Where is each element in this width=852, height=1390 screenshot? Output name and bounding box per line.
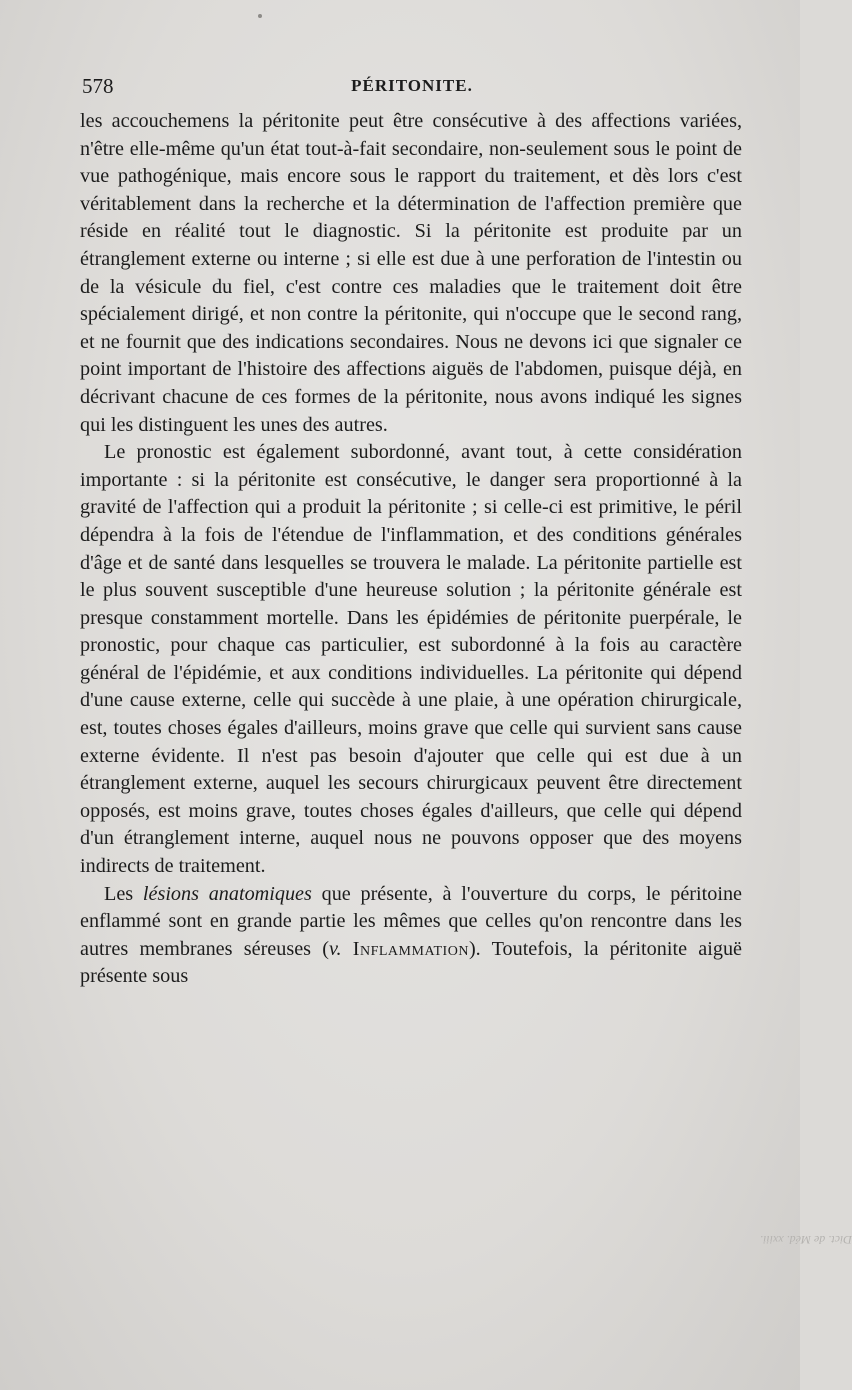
running-head: PÉRITONITE. — [351, 76, 473, 95]
show-through-text: Dict. de Méd. xxiii. — [760, 1233, 852, 1247]
p3-crossref: Inflammation — [352, 937, 469, 960]
p3-reference: v. — [329, 937, 342, 960]
paragraph-lesions — [80, 881, 742, 991]
page-number: 578 — [82, 74, 114, 98]
p3-end: ). Toutefois, la péritonite aiguë présente sous — [80, 937, 742, 988]
page-header — [82, 74, 742, 104]
paragraph-diagnostic: les accouchemens la péritonite peut être consécutive à des affections variées, n'être elle-même qu'un état tout-à-fait secondaire, non-seulement sous le point de vue pathogénique, mais encore sous le rapport du traitement, et dès lors c'est véritablement dans la recherche et la détermination de l'affection première que réside en réalité tout le diagnostic. Si la péritonite est produite par un étranglement externe ou interne ; si elle est due à une perforation de l'intestin ou de la vésicule du fiel, c'est contre ces maladies que le traitement doit être spécialement dirigé, et non contre la péritonite, qui n'occupe que le second rang, et ne fournit que des indications secondaires. Nous ne devons ici que signaler ce point important de l'histoire des affections aiguës de l'abdomen, puisque déjà, en décrivant chacune de ces formes de la péritonite, nous avons indiqué les signes qui les distinguent les unes des autres. — [80, 110, 742, 436]
p3-middle: que présente, à l'ouverture du corps, le péritoine enflammé sont en grande partie les mêmes que celles qu'on rencontre dans les autres membranes séreuses ( — [80, 882, 742, 960]
p3-italic-term: lésions anatomiques — [142, 882, 312, 905]
body-text — [80, 108, 742, 991]
paper-speck — [258, 14, 262, 18]
paragraph-pronostic: Le pronostic est également subordonné, avant tout, à cette considération importante : si la péritonite est consécutive, le danger sera proportionné à la gravité de l'affection qui a produit la péritonite ; si celle-ci est primitive, le péril dépendra à la fois de l'étendue de l'inflammation, et des conditions générales d'âge et de santé dans lesquelles se trouvera le malade. La péritonite partielle est le plus souvent susceptible d'une heureuse solution ; la péritonite générale est presque constamment mortelle. Dans les épidémies de péritonite puerpérale, le pronostic, pour chaque cas particulier, est subordonné à la fois au caractère général de l'épidémie, et aux conditions individuelles. La péritonite qui dépend d'une cause externe, celle qui succède à une plaie, à une opération chirurgicale, est, toutes choses égales d'ailleurs, moins grave que celle qui survient sans cause externe évidente. Il n'est pas besoin d'ajouter que celle qui est due à un étranglement externe, auquel les secours chirurgicaux peuvent être directement opposés, est moins grave, toutes choses égales d'ailleurs, que celle qui dépend d'un étranglement interne, auquel nous ne pouvons opposer que des moyens indirects de traitement. — [80, 441, 742, 878]
p3-start: Les — [104, 882, 134, 905]
